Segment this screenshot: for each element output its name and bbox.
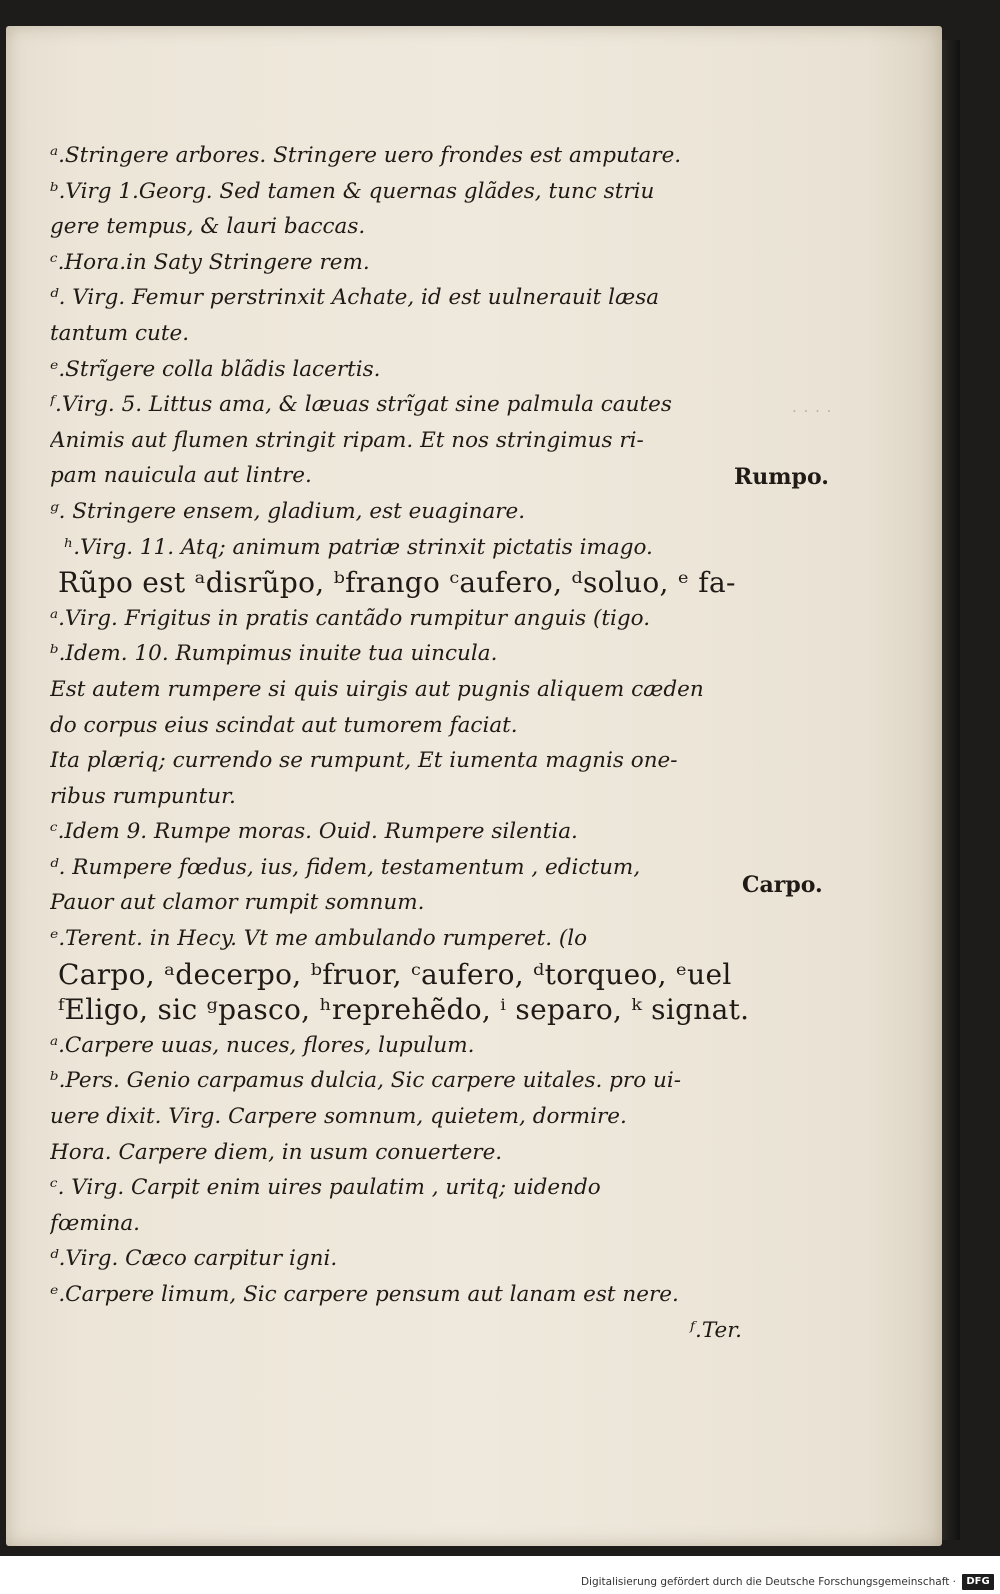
page-text: [50, 138, 750, 1348]
text-line: ᶜ.Idem 9. Rumpe moras. Ouid. Rumpere silentia.: [50, 819, 578, 845]
text-line: ᵇ.Pers. Genio carpamus dulcia, Sic carpere uitales. pro ui-: [50, 1068, 681, 1094]
page-edge-shadow: [942, 40, 960, 1540]
text-line: do corpus eius scindat aut tumorem faciat.: [50, 712, 518, 738]
text-line: ᵉ.Carpere limum, Sic carpere pensum aut lanam est nere.: [50, 1282, 679, 1307]
text-line: Hora. Carpere diem, in usum conuertere.: [50, 1139, 503, 1165]
text-line: ᵉ.Strĩgere colla blãdis lacertis.: [50, 356, 381, 382]
text-line: ᵈ. Virg. Femur perstrinxit Achate, id est uulnerauit læsa: [50, 285, 660, 311]
funding-credit: Digitalisierung gefördert durch die Deutsche Forschungsgemeinschaft ·: [580, 1576, 956, 1588]
text-line: ᵇ.Virg 1.Georg. Sed tamen & quernas glãdes, tunc striu: [50, 178, 655, 204]
text-line: ᵃ.Stringere arbores. Stringere uero frondes est amputare.: [50, 143, 682, 168]
text-line: ᵃ.Carpere uuas, nuces, flores, lupulum.: [50, 1032, 475, 1058]
text-line: Animis aut flumen stringit ripam. Et nos stringimus ri-: [50, 427, 644, 453]
text-line: ᵈ.Virg. Cæco carpitur igni.: [50, 1246, 338, 1272]
text-line: ribus rumpuntur.: [50, 783, 236, 809]
footer-bar: [0, 1556, 1000, 1594]
text-line: ᶠ.Virg. 5. Littus ama, & læuas strĩgat sine palmula cautes: [50, 392, 672, 418]
text-line: Ita plæriq; currendo se rumpunt, Et iumenta magnis one-: [50, 748, 678, 774]
margin-note-carpo: Carpo.: [742, 872, 823, 898]
text-line: pam nauicula aut lintre.: [50, 463, 312, 489]
margin-note-rumpo: Rumpo.: [734, 464, 829, 490]
dfg-logo: DFG: [962, 1574, 994, 1590]
text-line: fœmina.: [50, 1210, 140, 1236]
text-line: Pauor aut clamor rumpit somnum.: [50, 890, 425, 916]
headword-line: ᶠEligo, sic ᵍpasco, ʰreprehẽdo, ⁱ separo, ᵏ signat.: [58, 993, 750, 1027]
text-line: uere dixit. Virg. Carpere somnum, quietem, dormire.: [50, 1104, 627, 1130]
text-line: ᵍ. Stringere ensem, gladium, est euaginare.: [50, 498, 526, 524]
text-line: tantum cute.: [50, 320, 190, 346]
text-line: ᶜ.Hora.in Saty Stringere rem.: [50, 249, 370, 275]
text-line: ᵉ.Terent. in Hecy. Vt me ambulando rumperet. (lo: [50, 926, 588, 952]
headword-line: Rũpo est ᵃdisrũpo, ᵇfrango ᶜaufero, ᵈsoluo, ᵉ fa-: [58, 566, 736, 600]
text-line: ᵇ.Idem. 10. Rumpimus inuite tua uincula.: [50, 641, 498, 667]
text-line: ᵃ.Virg. Frigitus in pratis cantãdo rumpitur anguis (tigo.: [50, 605, 651, 631]
headword-line: Carpo, ᵃdecerpo, ᵇfruor, ᶜaufero, ᵈtorqueo, ᵉuel: [58, 957, 732, 991]
text-line: gere tempus, & lauri baccas.: [50, 214, 366, 240]
text-line: ʰ.Virg. 11. Atq; animum patriæ strinxit pictatis imago.: [64, 534, 653, 560]
faint-bleed-through-mark: · · · ·: [792, 402, 833, 420]
catchword: ᶠ.Ter.: [690, 1317, 742, 1343]
text-line: ᶜ. Virg. Carpit enim uires paulatim , uritq; uidendo: [50, 1175, 601, 1201]
text-line: Est autem rumpere si quis uirgis aut pugnis aliquem cæden: [50, 676, 704, 702]
text-line: ᵈ. Rumpere fœdus, ius, fidem, testamentum , edictum,: [50, 854, 641, 880]
